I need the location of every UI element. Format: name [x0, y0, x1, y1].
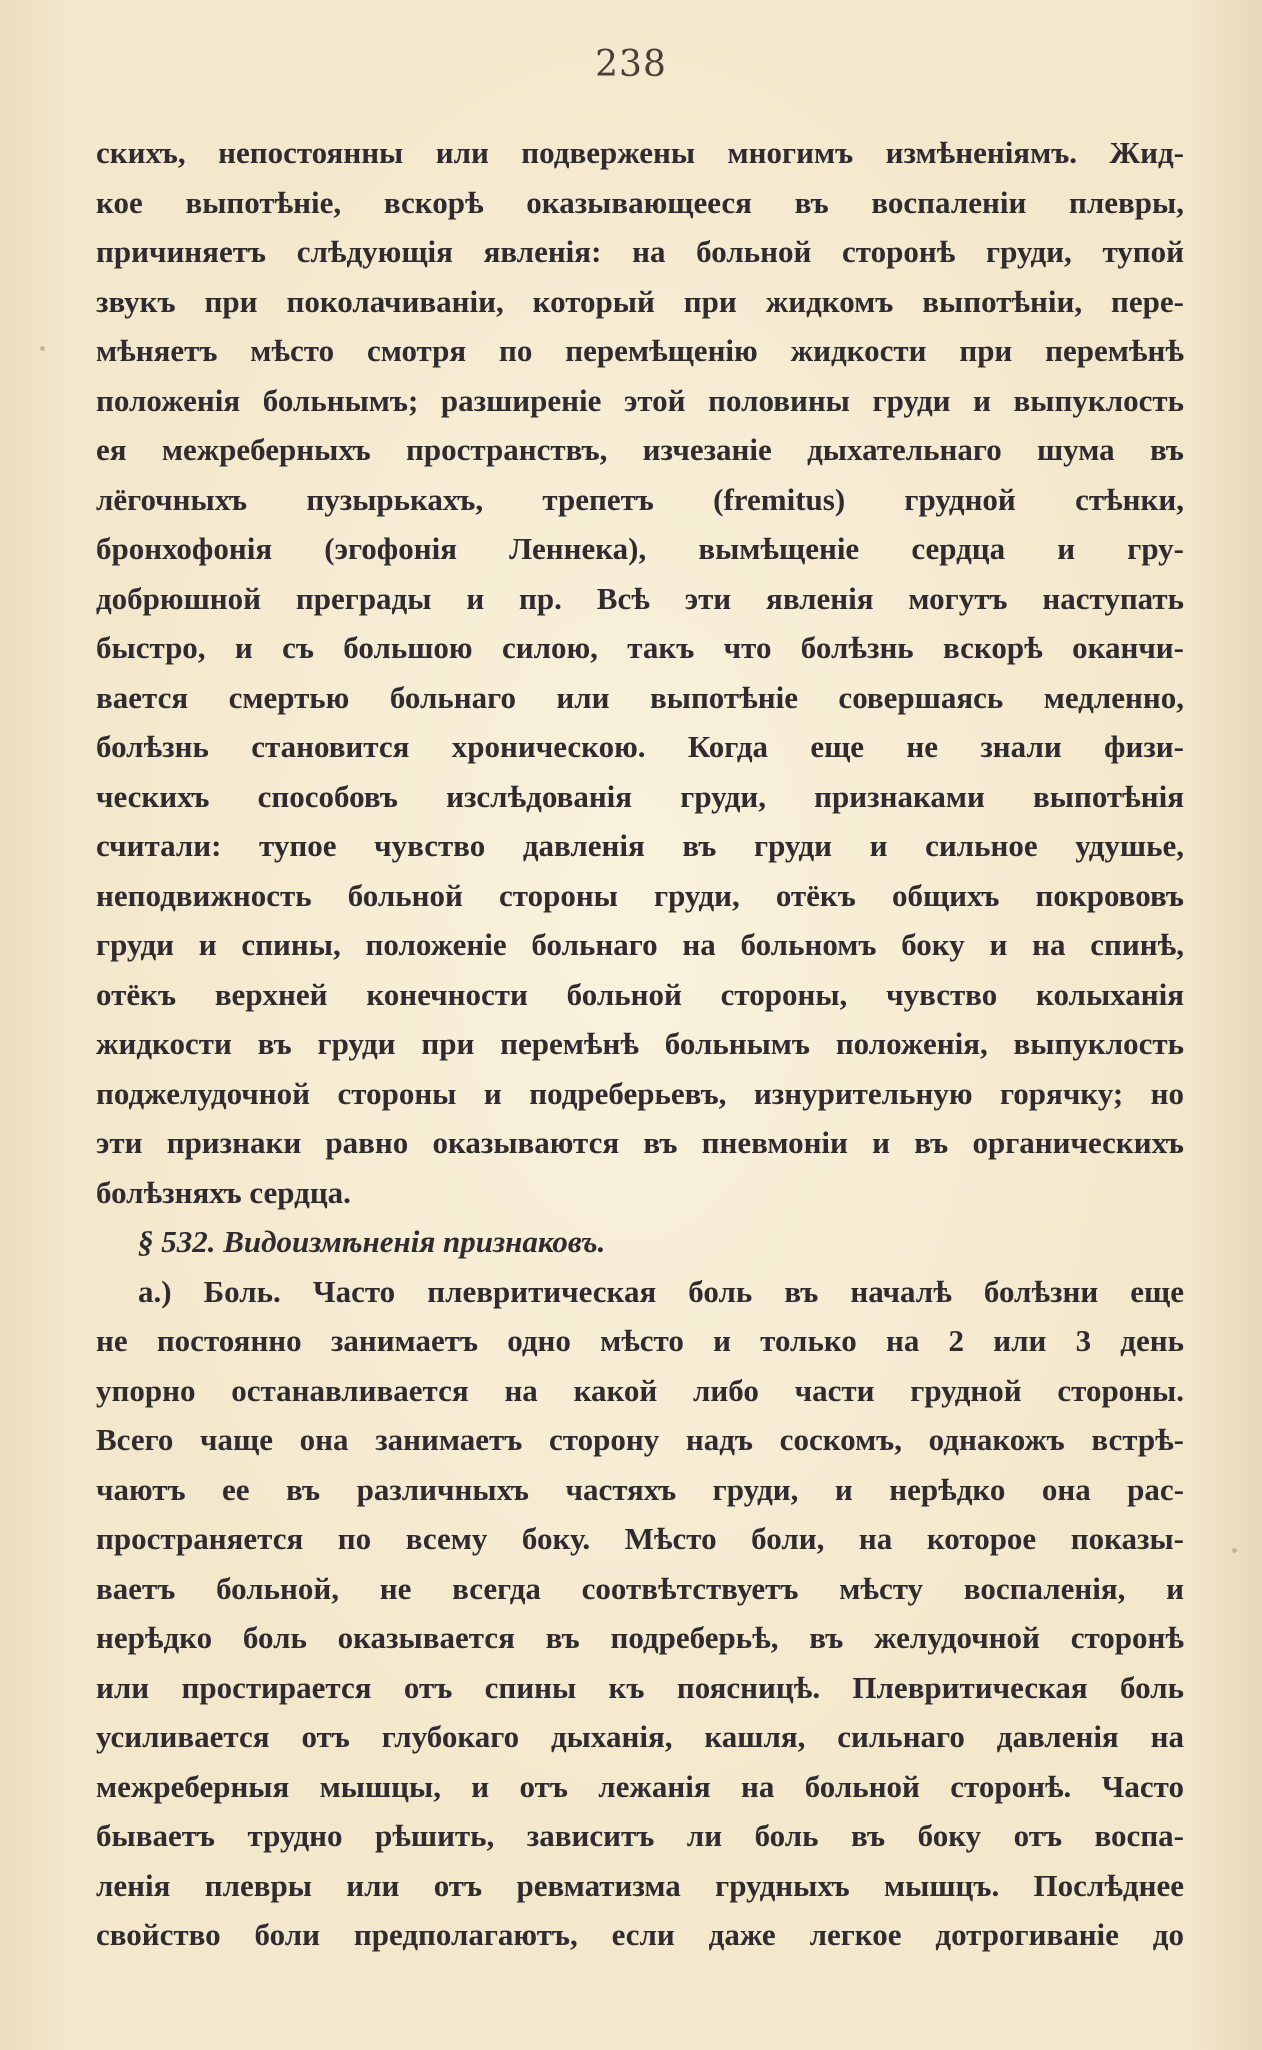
- text-line: или простирается отъ спины къ поясницѣ. Плевритическая боль: [96, 1669, 1184, 1705]
- text-line: вается смертью больнаго или выпотѣніе совершаясь медленно,: [96, 679, 1184, 715]
- text-line: не постоянно занимаетъ одно мѣсто и только на 2 или 3 день: [96, 1323, 1184, 1358]
- text-line: мѣняетъ мѣсто смотря по перемѣщенію жидкости при перемѣнѣ: [96, 333, 1184, 368]
- text-line: скихъ, непостоянны или подвержены многимъ измѣненіямъ. Жид-: [96, 135, 1184, 170]
- text-line: ваетъ больной, не всегда соотвѣтствуетъ мѣсту воспаленія, и: [96, 1570, 1184, 1606]
- text-line: болѣзняхъ сердца.: [96, 1174, 351, 1210]
- text-line: болѣзнь становится хроническою. Когда еще не знали физи-: [96, 729, 1184, 764]
- text-line: груди и спины, положеніе больнаго на больномъ боку и на спинѣ,: [96, 927, 1184, 962]
- text-line: причиняетъ слѣдующія явленія: на больной сторонѣ груди, тупой: [96, 234, 1184, 269]
- text-line: кое выпотѣніе, вскорѣ оказывающееся въ воспаленіи плевры,: [96, 184, 1184, 220]
- text-line: а.) Боль. Часто плевритическая боль въ началѣ болѣзни еще: [138, 1273, 1184, 1309]
- text-line: эти признаки равно оказываются въ пневмоніи и въ органическихъ: [96, 1125, 1184, 1160]
- text-line: свойство боли предполагаютъ, если даже легкое дотрогиваніе до: [96, 1917, 1184, 1952]
- text-line: ленія плевры или отъ ревматизма грудныхъ мышцъ. Послѣднее: [96, 1867, 1184, 1903]
- text-line: быстро, и съ большою силою, такъ что болѣзнь вскорѣ оканчи-: [96, 630, 1184, 665]
- ink-speck: [1232, 1548, 1237, 1553]
- text-line: ческихъ способовъ изслѣдованія груди, признаками выпотѣнія: [96, 778, 1184, 814]
- text-line: усиливается отъ глубокаго дыханія, кашля, сильнаго давленія на: [96, 1719, 1184, 1754]
- text-line: ея межреберныхъ пространствъ, изчезаніе дыхательнаго шума въ: [96, 432, 1184, 467]
- text-line: бываетъ трудно рѣшить, зависитъ ли боль въ боку отъ воспа-: [96, 1818, 1184, 1853]
- text-line: упорно останавливается на какой либо части грудной стороны.: [96, 1372, 1184, 1408]
- text-line: бронхофонія (эгофонія Леннека), вымѣщеніе сердца и гру-: [96, 531, 1184, 566]
- text-line: отёкъ верхней конечности больной стороны, чувство колыханія: [96, 976, 1184, 1012]
- text-line: неподвижность больной стороны груди, отёкъ общихъ покрововъ: [96, 877, 1184, 913]
- text-line: нерѣдко боль оказывается въ подреберьѣ, въ желудочной сторонѣ: [96, 1620, 1184, 1655]
- text-line: положенія больнымъ; разширеніе этой половины груди и выпуклость: [96, 382, 1184, 418]
- text-line: поджелудочной стороны и подреберьевъ, изнурительную горячку; но: [96, 1075, 1184, 1111]
- text-line: чаютъ ее въ различныхъ частяхъ груди, и нерѣдко она рас-: [96, 1471, 1184, 1507]
- ink-speck: [40, 346, 45, 351]
- text-line: добрюшной преграды и пр. Всѣ эти явленія могутъ наступать: [96, 580, 1184, 616]
- text-line: пространяется по всему боку. Мѣсто боли, на которое показы-: [96, 1521, 1184, 1556]
- section-heading: § 532. Видоизмѣненія признаковъ.: [138, 1224, 606, 1259]
- page-number: 238: [595, 44, 667, 85]
- text-line: лёгочныхъ пузырькахъ, трепетъ (fremitus) грудной стѣнки,: [96, 481, 1184, 517]
- text-line: межреберныя мышцы, и отъ лежанія на больной сторонѣ. Часто: [96, 1768, 1184, 1804]
- body-text: [96, 128, 1184, 1960]
- text-line: звукъ при поколачиваніи, который при жидкомъ выпотѣніи, пере-: [96, 283, 1184, 319]
- text-line: жидкости въ груди при перемѣнѣ больнымъ положенія, выпуклость: [96, 1026, 1184, 1061]
- text-line: Всего чаще она занимаетъ сторону надъ соскомъ, однакожъ встрѣ-: [96, 1422, 1184, 1457]
- text-line: считали: тупое чувство давленія въ груди и сильное удушье,: [96, 828, 1184, 863]
